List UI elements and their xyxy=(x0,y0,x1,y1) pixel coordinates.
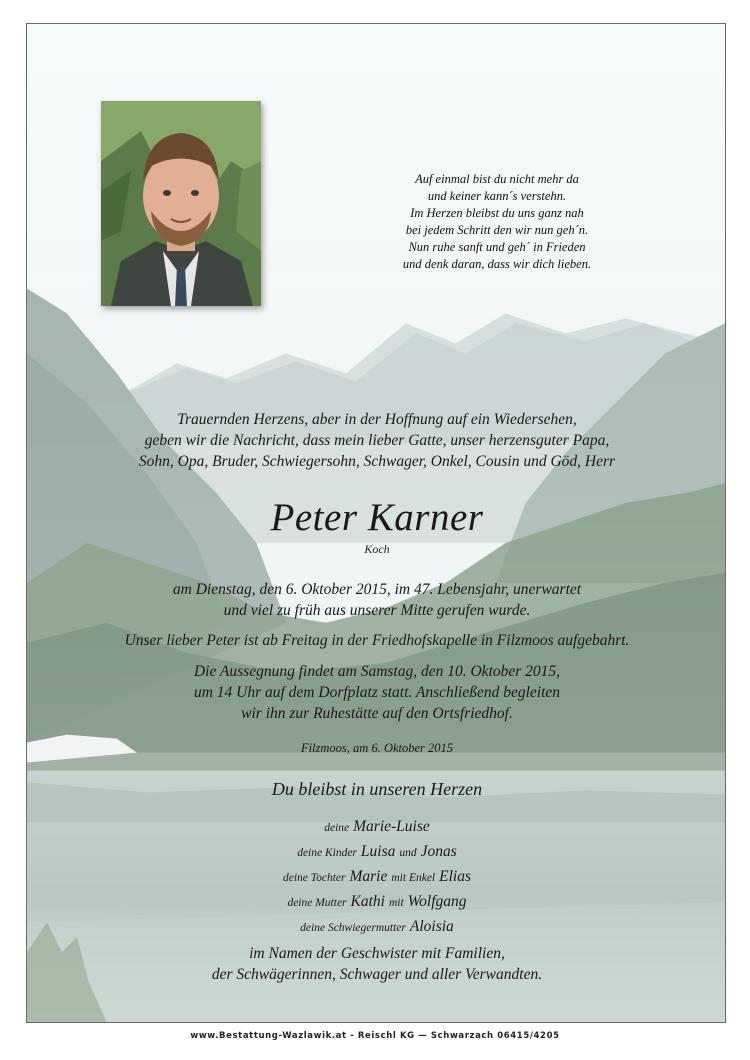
deceased-occupation: Koch xyxy=(364,542,390,556)
footer-undertaker: www.Bestattung-Wazlawik.at - Reischl KG — Schwarzach 06415/4205 xyxy=(190,1031,560,1041)
mourner-mother-in-law xyxy=(27,914,726,939)
laid-out-notice xyxy=(27,630,726,651)
mourner-name: Aloisia xyxy=(409,918,454,935)
mourner-prefix: deine Schwiegermutter xyxy=(300,922,406,934)
place-date: Filzmoos, am 6. Oktober 2015 xyxy=(300,741,454,755)
mourner-wife xyxy=(27,814,726,839)
mourners-list xyxy=(27,814,726,939)
mourner-name: Marie xyxy=(349,868,388,885)
obituary-card xyxy=(26,23,726,1023)
intro-text xyxy=(27,409,726,472)
poem-line: Nun ruhe sanft und geh´ in Frieden xyxy=(408,240,586,254)
intro-line: Sohn, Opa, Bruder, Schwiegersohn, Schwager, Onkel, Cousin und Göd, Herr xyxy=(138,453,616,470)
mourner-joiner: mit xyxy=(388,897,404,909)
mourner-mother xyxy=(27,889,726,914)
death-notice-line: und viel zu früh aus unserer Mitte gerufen wurde. xyxy=(223,602,531,619)
mourner-joiner: und xyxy=(399,847,417,859)
mourner-prefix: deine Mutter xyxy=(287,897,347,909)
deceased-name: Peter Karner xyxy=(270,496,484,539)
ceremony-line: wir ihn zur Ruhestätte auf den Ortsfriedhof. xyxy=(241,705,513,722)
laid-out-line: Unser lieber Peter ist ab Freitag in der Friedhofskapelle in Filzmoos aufgebahrt. xyxy=(124,632,630,649)
mourner-joiner: mit Enkel xyxy=(391,872,436,884)
intro-line: geben wir die Nachricht, dass mein lieber Gatte, unser herzensguter Papa, xyxy=(144,432,610,449)
mourner-daughter xyxy=(27,864,726,889)
portrait-photo xyxy=(101,101,261,306)
intro-line: Trauernden Herzens, aber in der Hoffnung auf ein Wiedersehen, xyxy=(177,411,577,428)
closing-line: im Namen der Geschwister mit Familien, xyxy=(249,945,505,962)
poem-line: und keiner kann´s verstehn. xyxy=(427,189,567,203)
ceremony-notice xyxy=(27,661,726,724)
motto: Du bleibst in unseren Herzen xyxy=(271,779,483,799)
poem-line: Auf einmal bist du nicht mehr da xyxy=(415,172,579,186)
poem-line: und denk daran, dass wir dich lieben. xyxy=(402,257,592,271)
poem-line: bei jedem Schritt den wir nun geh´n. xyxy=(405,223,589,237)
poem-line: Im Herzen bleibst du uns ganz nah xyxy=(410,206,584,220)
ceremony-line: Die Aussegnung findet am Samstag, den 10. Oktober 2015, xyxy=(193,663,561,680)
ceremony-line: um 14 Uhr auf dem Dorfplatz statt. Anschließend begleiten xyxy=(193,684,561,701)
death-notice xyxy=(27,579,726,621)
mourner-prefix: deine Kinder xyxy=(297,847,357,859)
poem xyxy=(357,171,637,273)
death-notice-line: am Dienstag, den 6. Oktober 2015, im 47. Lebensjahr, unerwartet xyxy=(172,581,582,598)
mourner-name: Luisa xyxy=(360,843,396,860)
mourner-name: Marie-Luise xyxy=(353,818,430,835)
closing-line: der Schwägerinnen, Schwager und aller Verwandten. xyxy=(211,966,543,983)
mourner-children xyxy=(27,839,726,864)
mourner-name: Elias xyxy=(439,868,471,885)
mourner-name: Wolfgang xyxy=(407,893,467,910)
mourner-name: Jonas xyxy=(420,843,457,860)
mourner-prefix: deine Tochter xyxy=(282,872,346,884)
mourner-name: Kathi xyxy=(350,893,385,910)
mourner-prefix: deine xyxy=(324,822,350,834)
closing-text xyxy=(27,943,726,985)
